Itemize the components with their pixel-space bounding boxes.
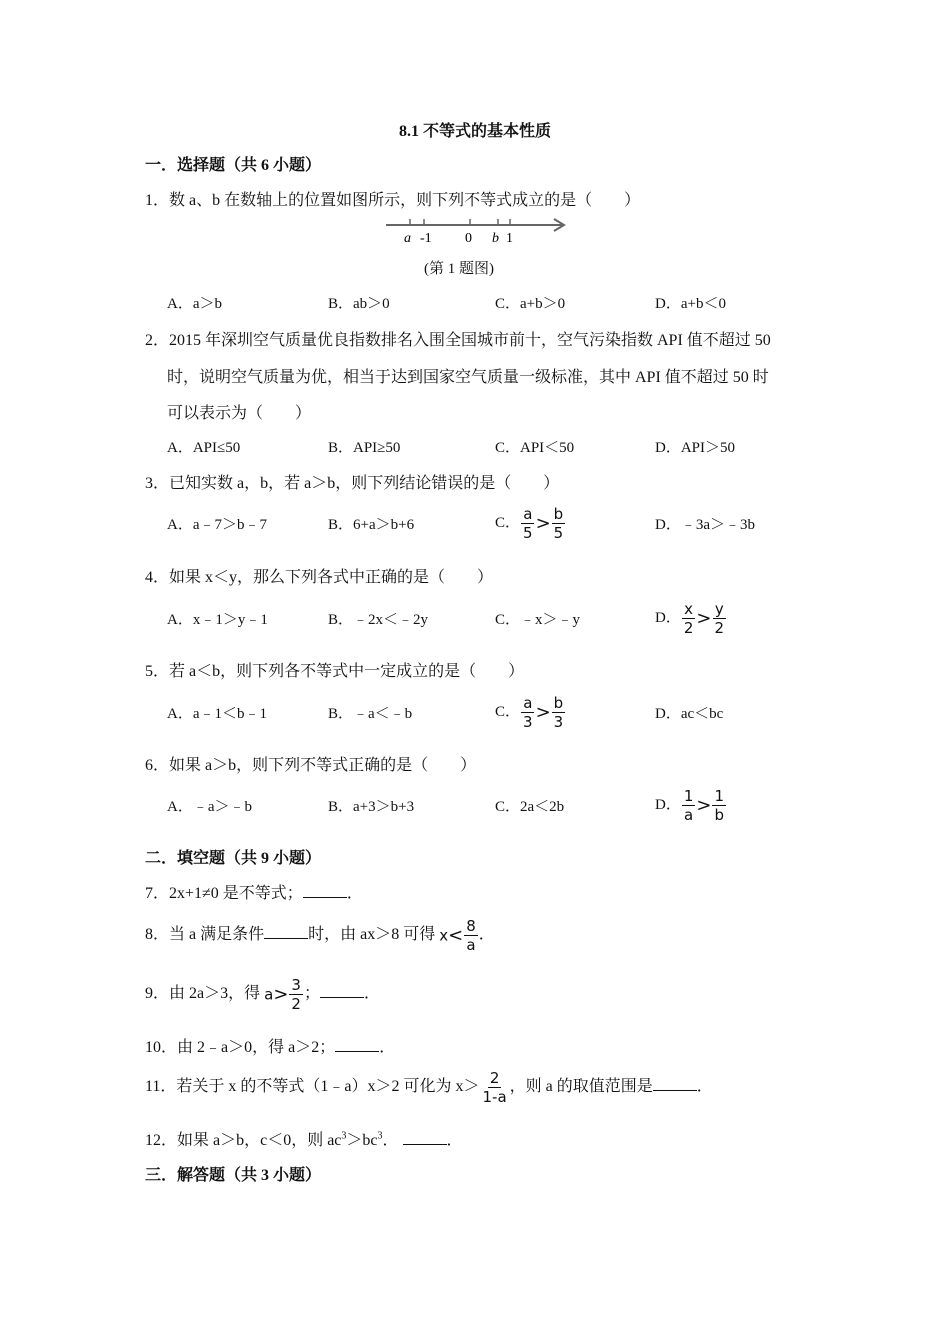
q1-option-d[interactable]: D．a+b＜0 [655,296,726,312]
answer-blank[interactable] [264,924,308,939]
question-12 [145,1127,463,1150]
answer-blank[interactable] [653,1076,697,1091]
option-label: C． [495,514,521,531]
question-1-text: 1．数 a、b 在数轴上的位置如图所示，则下列不等式成立的是（ ） [145,192,641,209]
q5-option-d[interactable]: D．ac＜bc [655,706,724,722]
q3-option-a[interactable]: A．a﹣7＞b﹣7 [167,517,267,533]
q6-option-a[interactable]: A．﹣a＞﹣b [167,799,252,815]
question-2-line-1: 2．2015 年深圳空气质量优良指数排名入围全国城市前十，空气污染指数 API 值不超过 50 [145,332,771,349]
relation-symbol: > [696,795,712,816]
answer-blank[interactable] [335,1037,379,1052]
q6-option-d[interactable] [655,787,727,824]
q8-text: 8．当 a 满足条件 [145,926,265,944]
q5-option-c[interactable] [495,694,566,731]
q1-option-a[interactable]: A．a＞b [167,296,222,312]
exponent: 3 [377,1130,383,1142]
question-6-text: 6．如果 a＞b，则下列不等式正确的是（ ） [145,757,477,774]
fraction: $\frac{a}{3}$ [523,694,533,731]
q8-end: ． [478,926,495,944]
question-5-text: 5．若 a＜b，则下列各不等式中一定成立的是（ ） [145,663,525,680]
q6-option-c[interactable]: C．2a＜2b [495,799,565,815]
q1-option-b[interactable]: B．ab＞0 [328,296,390,312]
page-title: 8.1 不等式的基本性质 [398,123,551,140]
q11-text: 11．若关于 x 的不等式（1﹣a）x＞2 可化为 x＞ [145,1078,480,1096]
q11-end: ． [696,1078,713,1096]
q5-option-a[interactable]: A．a﹣1＜b﹣1 [167,706,267,722]
question-8 [145,917,495,954]
q3-option-c[interactable] [495,505,566,542]
fraction: $\frac{y}{2}$ [714,600,725,637]
label-minus-one: -1 [420,231,432,244]
q7-text: 7．2x+1≠0 是不等式； [145,885,303,902]
question-3-text: 3．已知实数 a，b，若 a＞b，则下列结论错误的是（ ） [145,475,560,492]
q4-option-a[interactable]: A．x﹣1＞y﹣1 [167,612,268,628]
q12-text: 12．如果 a＞b，c＜0，则 ac [145,1132,342,1149]
q7-end: ． [346,885,363,902]
q3-option-d[interactable]: D．﹣3a＞﹣3b [655,517,755,533]
label-b: b [492,231,499,244]
option-label: D． [655,796,681,813]
q11-text-mid: ，则 a 的取值范围是 [509,1078,653,1096]
relation-symbol: > [696,608,712,629]
q12-end: ． [446,1132,463,1149]
q4-option-d[interactable] [655,600,727,637]
fraction: $\frac{b}{5}$ [553,505,564,542]
question-2-line-2: 时，说明空气质量为优，相当于达到国家空气质量一级标准，其中 API 值不超过 50 时 [167,369,769,386]
q9-text: 9．由 2a＞3，得 [145,985,261,1003]
section-heading-solve: 三．解答题（共 3 小题） [145,1167,322,1184]
fraction: $\frac{1}{b}$ [714,787,725,824]
question-10 [145,1034,395,1057]
relation-symbol: > [535,702,551,723]
q1-option-c[interactable]: C．a+b＞0 [495,296,566,312]
q4-option-c[interactable]: C．﹣x＞﹣y [495,612,581,628]
q10-end: ． [379,1039,396,1056]
fraction: $\frac{1}{a}$ [683,787,694,824]
q4-option-b[interactable]: B．﹣2x＜﹣2y [328,612,429,628]
label-one: 1 [506,231,513,244]
question-11 [145,1069,713,1106]
fraction: $\frac{3}{2}$ [291,976,301,1013]
relation-symbol: > [535,513,551,534]
question-2-line-3: 可以表示为（ ） [167,405,312,422]
answer-blank[interactable] [403,1130,447,1145]
figure-caption: (第 1 题图) [424,261,494,277]
answer-blank[interactable] [320,983,364,998]
question-9 [145,976,380,1013]
option-label: D． [655,609,681,626]
q8-text-mid: 时，由 ax＞8 可得 [308,926,436,944]
q6-option-b[interactable]: B．a+3＞b+3 [328,799,415,815]
fraction: $\frac{2}{1-a}$ [482,1069,507,1106]
q10-text: 10．由 2﹣a＞0，得 a＞2； [145,1039,336,1056]
q2-option-a[interactable]: A．API≤50 [167,440,241,456]
question-4-text: 4．如果 x＜y，那么下列各式中正确的是（ ） [145,569,494,586]
q2-option-d[interactable]: D．API＞50 [655,440,736,456]
relation-symbol: < [448,925,464,946]
question-7 [145,880,363,903]
option-label: C． [495,703,521,720]
exponent: 3 [341,1130,347,1142]
fraction: $\frac{b}{3}$ [553,694,564,731]
q3-option-b[interactable]: B．6+a＞b+6 [328,517,415,533]
answer-blank[interactable] [303,883,347,898]
q5-option-b[interactable]: B．﹣a＜﹣b [328,706,413,722]
number-line-figure [384,216,570,244]
fraction: $\frac{x}{2}$ [683,600,694,637]
label-a: a [404,231,411,244]
relation-symbol: > [273,984,289,1005]
label-zero: 0 [465,231,472,244]
q12-text-mid: ＞bc [346,1132,378,1149]
q2-option-c[interactable]: C．API＜50 [495,440,575,456]
q9-text-mid: ； [303,985,320,1003]
q9-variable: a [264,985,274,1004]
q2-option-b[interactable]: B．API≥50 [328,440,401,456]
q9-end: ． [363,985,380,1003]
q12-period: ． [382,1132,399,1149]
section-heading-choice: 一．选择题（共 6 小题） [145,157,322,174]
section-heading-fill-in: 二．填空题（共 9 小题） [145,850,322,867]
fraction: $\frac{a}{5}$ [523,505,533,542]
q8-variable: x [439,926,449,945]
fraction: $\frac{8}{a}$ [466,917,476,954]
